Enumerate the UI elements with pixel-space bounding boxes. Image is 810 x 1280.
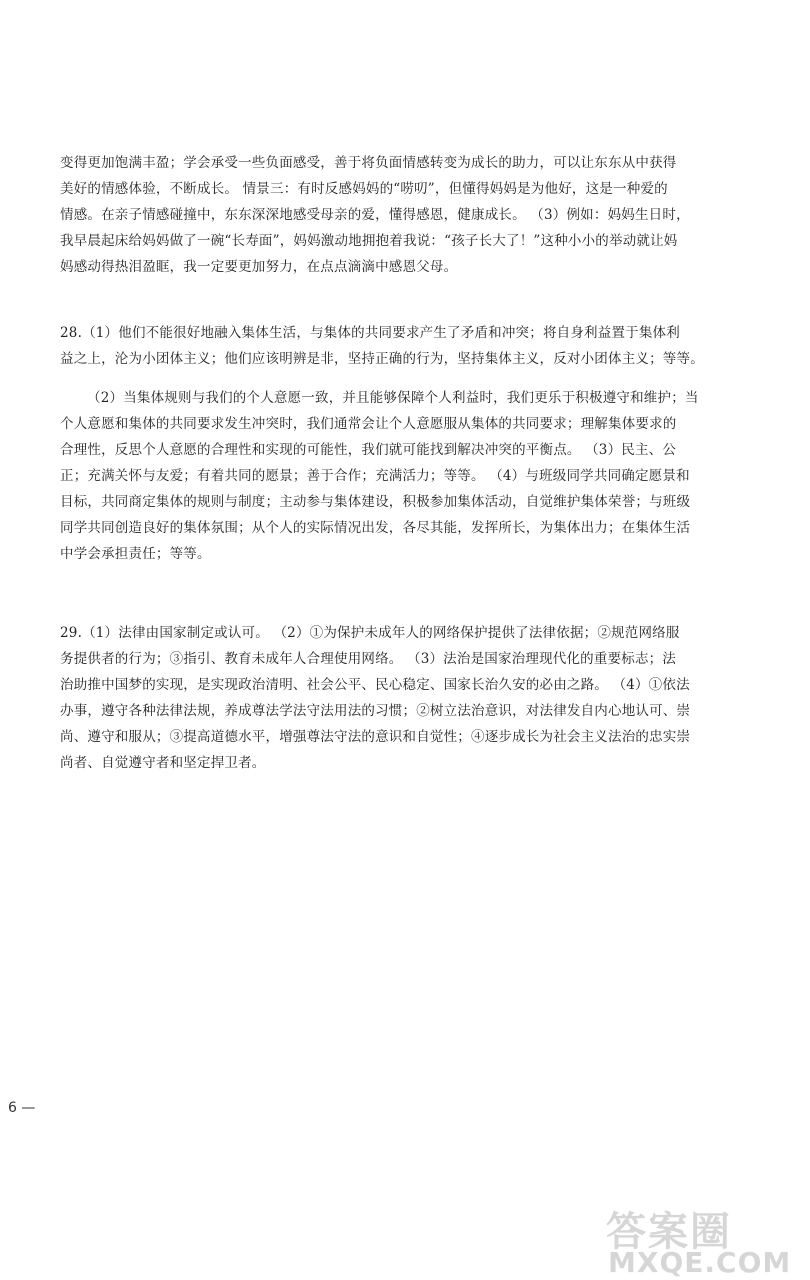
- text-line: 28.（1）他们不能很好地融入集体生活，与集体的共同要求产生了矛盾和冲突；将自身利益置于集体利: [60, 325, 680, 341]
- watermark-domain: MXQE.COM: [608, 1246, 792, 1279]
- text-line: 目标，共同商定集体的规则与制度；主动参与集体建设，积极参加集体活动，自觉维护集体荣誉；与班级: [60, 494, 691, 510]
- text-line: 正；充满关怀与友爱；有着共同的愿景；善于合作；充满活力；等等。 （4）与班级同学共同确定愿景和: [60, 468, 690, 484]
- question-28-part-1: [60, 320, 716, 372]
- text-line: 29.（1）法律由国家制定或认可。 （2）①为保护未成年人的网络保护提供了法律依据；②规范网络服: [60, 625, 680, 641]
- text-line: 办事，遵守各种法律法规，养成尊法学法守法用法的习惯；②树立法治意识，对法律发自内心地认可、崇: [60, 703, 691, 719]
- question-29: [60, 620, 716, 776]
- text-line: 治助推中国梦的实现，是实现政治清明、社会公平、民心稳定、国家长治久安的必由之路。 （4）①依法: [60, 677, 690, 693]
- text-line: 变得更加饱满丰盈；学会承受一些负面感受，善于将负面情感转变为成长的助力，可以让东东从中获得: [60, 155, 677, 171]
- text-line: （2）当集体规则与我们的个人意愿一致，并且能够保障个人利益时，我们更乐于积极遵守和维护；当: [87, 390, 699, 406]
- text-line: 尚、遵守和服从；③提高道德水平，增强尊法守法的意识和自觉性；④逐步成长为社会主义法治的忠实崇: [60, 729, 691, 745]
- text-line: 合理性，反思个人意愿的合理性和实现的可能性，我们就可能找到解决冲突的平衡点。 （3）民主、公: [60, 442, 677, 458]
- watermark-title: 答案圈: [606, 1209, 732, 1255]
- text-line: 同学共同创造良好的集体氛围；从个人的实际情况出发，各尽其能，发挥所长，为集体出力；在集体生活: [60, 520, 691, 536]
- text-line: 美好的情感体验，不断成长。 情景三：有时反感妈妈的“唠叨”，但懂得妈妈是为他好，这是一种爱的: [60, 181, 668, 197]
- scenario-answer-continuation: [60, 150, 716, 280]
- text-line: 情感。在亲子情感碰撞中，东东深深地感受母亲的爱，懂得感恩，健康成长。 （3）例如：妈妈生日时，: [60, 207, 690, 223]
- page-number: 6 —: [8, 1100, 36, 1116]
- text-line: 妈感动得热泪盈眶，我一定要更加努力，在点点滴滴中感恩父母。: [60, 259, 458, 275]
- text-line: 尚者、自觉遵守者和坚定捍卫者。: [60, 755, 266, 771]
- text-line: 中学会承担责任；等等。: [60, 546, 211, 562]
- watermark-logo: [606, 1200, 796, 1280]
- question-28-part-2: [60, 385, 716, 567]
- text-line: 务提供者的行为；③指引、教育未成年人合理使用网络。 （3）法治是国家治理现代化的重要标志；法: [60, 651, 677, 667]
- text-line: 个人意愿和集体的共同要求发生冲突时，我们通常会让个人意愿服从集体的共同要求；理解集体要求的: [60, 416, 677, 432]
- text-line: 我早晨起床给妈妈做了一碗“长寿面”，妈妈激动地拥抱着我说：“孩子长大了！”这种小小的举动就让妈: [60, 233, 678, 249]
- text-line: 益之上，沦为小团体主义；他们应该明辨是非，坚持正确的行为，坚持集体主义，反对小团体主义；等等。: [60, 351, 704, 367]
